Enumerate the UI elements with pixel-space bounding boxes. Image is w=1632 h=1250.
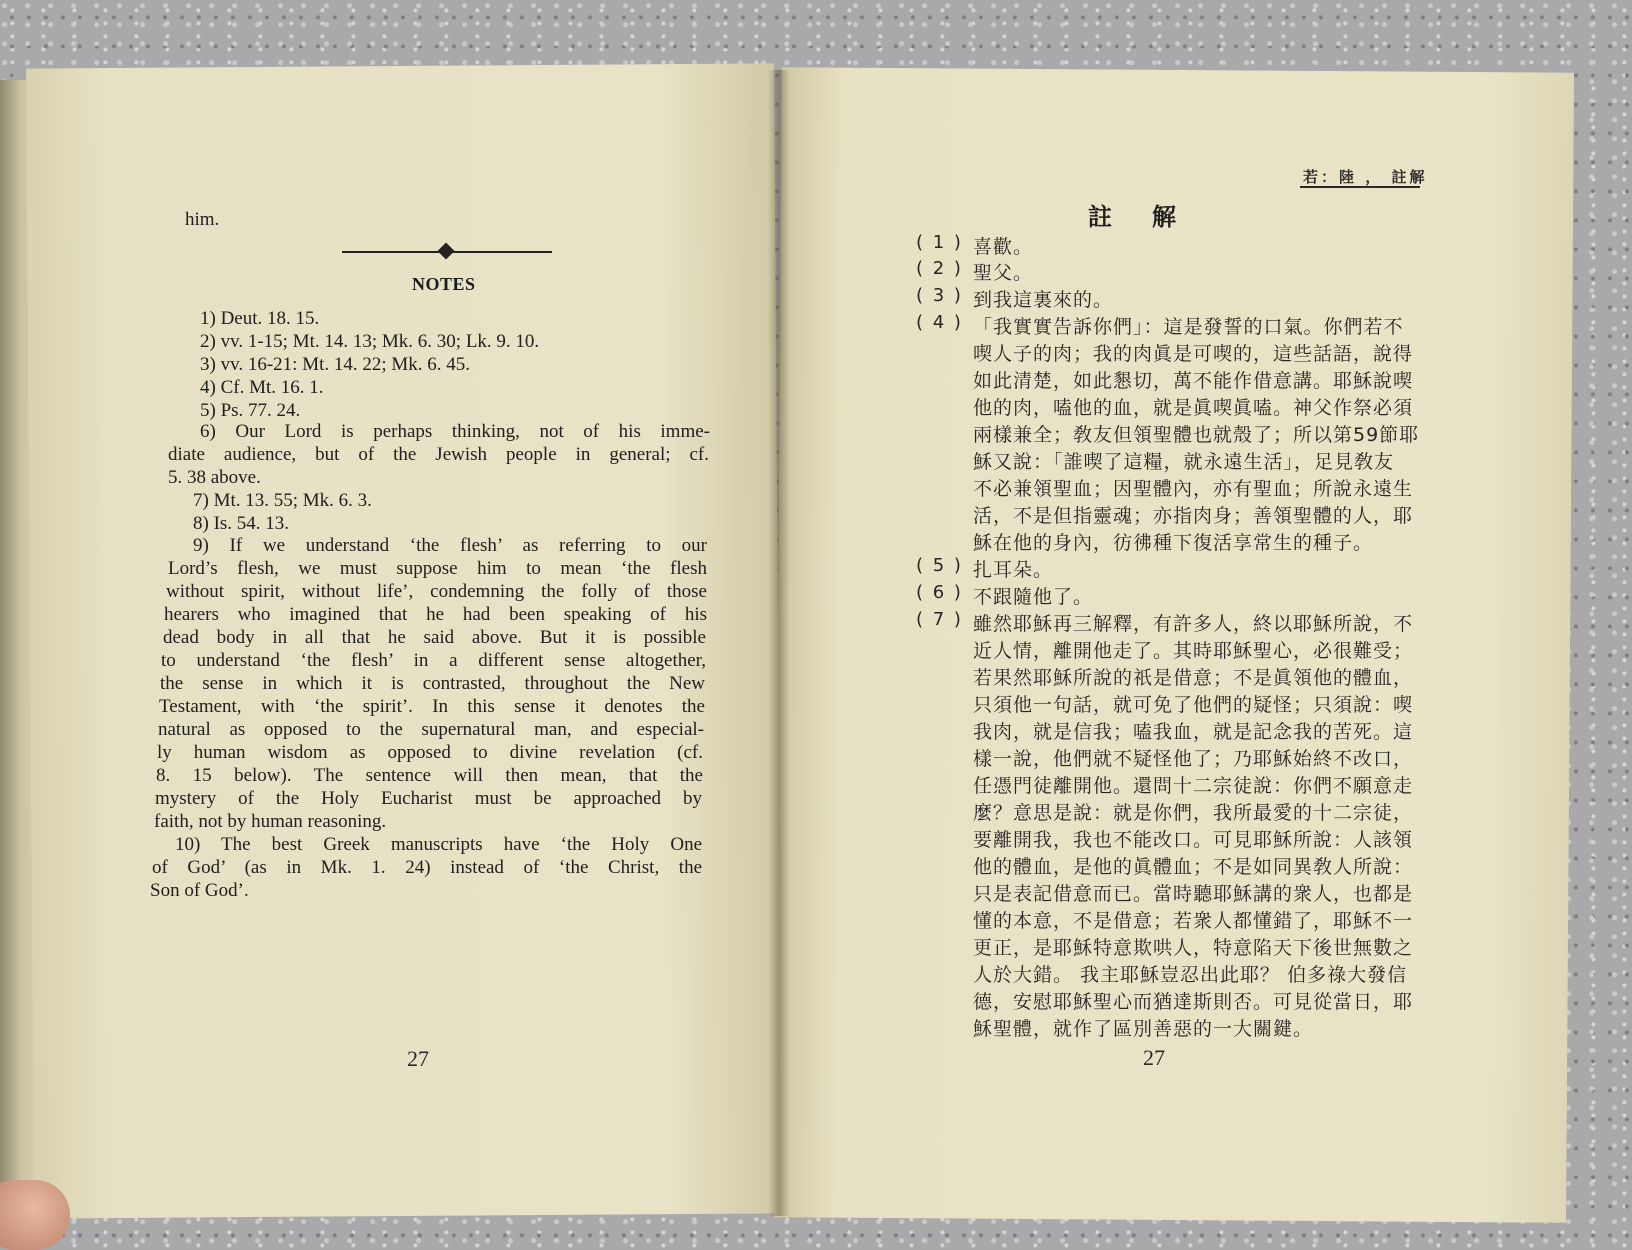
top-text: him. — [185, 209, 220, 230]
right-page-number: 27 — [1143, 1045, 1165, 1070]
note-line: natural as opposed to the supernatural man, and especial- — [158, 719, 704, 740]
note-line: 他的體血，是他的眞體血；不是如同異敎人所說： — [973, 856, 1414, 878]
note-line: 任憑門徒離開他。還問十二宗徒說：你們不願意走 — [973, 775, 1414, 797]
note-line: 5. 38 above. — [168, 467, 261, 488]
note-line: 扎耳朵。 — [973, 559, 1054, 581]
note-line: 兩樣兼全；敎友但領聖體也就殼了；所以第59節耶 — [973, 424, 1420, 446]
note-line: 8) Is. 54. 13. — [193, 513, 290, 534]
note-line: 不跟隨他了。 — [973, 586, 1094, 608]
note-line: 4) Cf. Mt. 16. 1. — [200, 377, 324, 398]
page-title: 註解 — [1088, 203, 1216, 231]
note-line: 我肉，就是信我；嗑我血，就是記念我的苦死。這 — [973, 721, 1414, 743]
note-line: 活，不是但指靈魂；亦指肉身；善領聖體的人，耶 — [973, 505, 1414, 527]
note-line: 聖父。 — [973, 262, 1034, 284]
note-line: 要離開我，我也不能改口。可見耶穌所說：人該領 — [973, 829, 1414, 851]
note-line: 不必兼領聖血；因聖體內，亦有聖血；所說永遠生 — [973, 478, 1414, 500]
note-line: 穌聖體，就作了區別善惡的一大關鍵。 — [973, 1018, 1314, 1040]
note-line: 3) vv. 16-21: Mt. 14. 22; Mk. 6. 45. — [200, 354, 471, 375]
note-number: ( 2 ) — [916, 258, 963, 279]
note-line: 近人情，離開他走了。其時耶穌聖心，必很難受； — [973, 640, 1414, 662]
note-line: 穌在他的身內，彷彿種下復活享常生的種子。 — [973, 532, 1374, 554]
note-line: 7) Mt. 13. 55; Mk. 6. 3. — [193, 490, 372, 511]
note-line: to understand ‘the flesh’ in a different sense altogether, — [161, 650, 706, 671]
note-number: ( 7 ) — [916, 609, 963, 630]
note-line: 1) Deut. 18. 15. — [200, 308, 320, 329]
note-line: 到我這裏來的。 — [973, 289, 1114, 311]
note-line: hearers who imagined that he had been speaking of his — [164, 604, 707, 625]
note-line: 6) Our Lord is perhaps thinking, not of his imme- — [200, 421, 710, 442]
note-line: diate audience, but of the Jewish people in general; cf. — [168, 444, 709, 465]
note-line: mystery of the Holy Eucharist must be approached by — [155, 788, 702, 809]
note-line: 穌又說：「誰喫了這糧，就永遠生活」，足見敎友 — [973, 451, 1395, 473]
note-number: ( 3 ) — [916, 285, 963, 306]
left-page-number: 27 — [407, 1046, 429, 1071]
note-number: ( 6 ) — [916, 582, 963, 603]
note-line: 雖然耶穌再三解釋，有許多人，終以耶穌所說，不 — [973, 613, 1414, 635]
running-head: 若：陸 ， 註解 — [1303, 168, 1428, 186]
book-gutter — [768, 70, 790, 1216]
note-line: Lord’s flesh, we must suppose him to mean ‘the flesh — [168, 558, 707, 579]
note-line: 只是表記借意而已。當時聽耶穌講的衆人，也都是 — [973, 883, 1414, 905]
note-line: 樣一說，他們就不疑怪他了；乃耶穌始終不改口， — [973, 748, 1414, 770]
note-line: 如此清楚，如此懇切，萬不能作借意講。耶穌說喫 — [973, 370, 1414, 392]
note-line: 10) The best Greek manuscripts have ‘the Holy One — [175, 834, 702, 855]
note-line: 喫人子的肉；我的肉眞是可喫的，這些話語，說得 — [973, 343, 1414, 365]
note-line: of God’ (as in Mk. 1. 24) instead of ‘the Christ, the — [152, 857, 702, 878]
note-line: ly human wisdom as opposed to divine revelation (cf. — [157, 742, 703, 763]
note-line: faith, not by human reasoning. — [154, 811, 387, 832]
note-line: 2) vv. 1-15; Mt. 14. 13; Mk. 6. 30; Lk. 9. 10. — [200, 331, 540, 352]
note-line: 人於大錯。 我主耶穌豈忍出此耶？ 伯多祿大發信 — [973, 964, 1408, 986]
note-line: dead body in all that he said above. But it is possible — [163, 627, 706, 648]
note-line: 懂的本意，不是借意；若衆人都懂錯了，耶穌不一 — [973, 910, 1414, 932]
thumb-holding-book — [0, 1180, 70, 1250]
note-line: 5) Ps. 77. 24. — [200, 400, 301, 421]
note-number: ( 1 ) — [916, 232, 963, 253]
running-head-rule — [1300, 186, 1420, 188]
note-line: without spirit, without life’, condemning the folly of those — [166, 581, 707, 602]
note-line: 德，安慰耶穌聖心而猶達斯則否。可見從當日，耶 — [973, 991, 1414, 1013]
note-line: 麼？意思是說：就是你們，我所最愛的十二宗徒， — [973, 802, 1414, 824]
note-line: 只須他一句話，就可免了他們的疑怪；只須說：喫 — [973, 694, 1414, 716]
note-line: 「我實實告訴你們」：這是發誓的口氣。你們若不 — [973, 316, 1404, 338]
ornament-divider — [342, 250, 552, 254]
note-line: 若果然耶穌所說的祇是借意；不是眞領他的體血， — [973, 667, 1414, 689]
note-line: 9) If we understand ‘the flesh’ as referring to our — [193, 535, 707, 556]
note-number: ( 4 ) — [916, 312, 963, 333]
note-number: ( 5 ) — [916, 555, 963, 576]
note-line: the sense in which it is contrasted, throughout the New — [160, 673, 705, 694]
note-line: Testament, with ‘the spirit’. In this sense it denotes the — [159, 696, 705, 717]
note-line: 8. 15 below). The sentence will then mean, that the — [156, 765, 703, 786]
note-line: 喜歡。 — [973, 236, 1034, 258]
note-line: 更正，是耶穌特意欺哄人，特意陷天下後世無數之 — [973, 937, 1414, 959]
note-line: 他的肉，嗑他的血，就是眞喫眞嗑。神父作祭必須 — [973, 397, 1414, 419]
notes-title: NOTES — [412, 274, 476, 294]
note-line: Son of God’. — [150, 880, 249, 901]
